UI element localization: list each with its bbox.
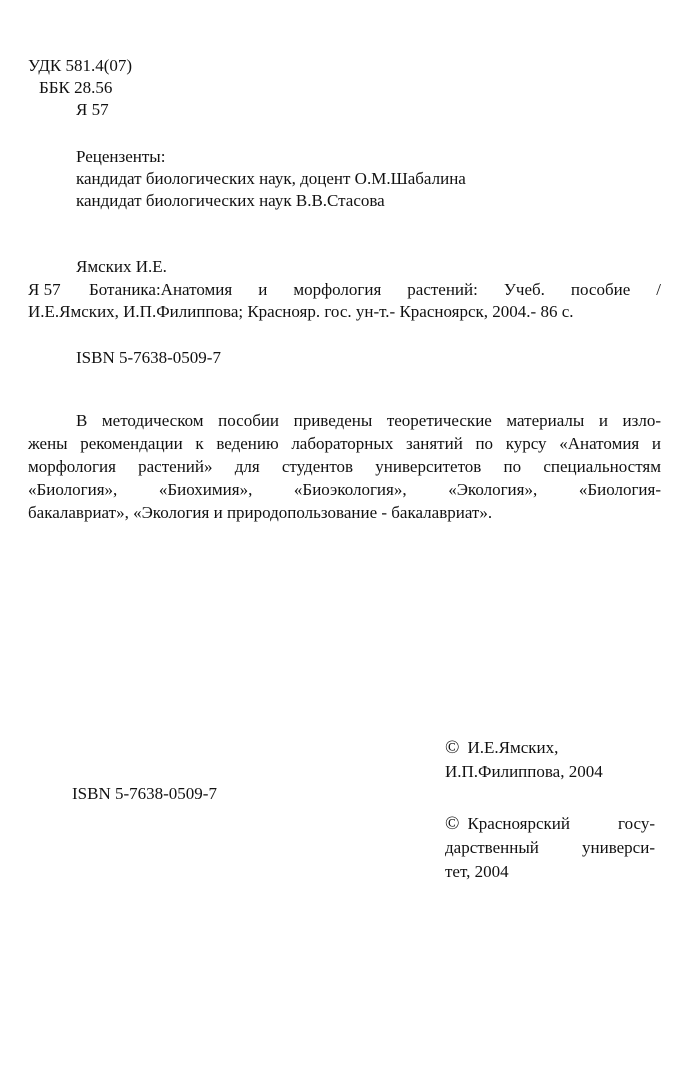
isbn-top: ISBN 5-7638-0509-7 bbox=[76, 348, 221, 367]
reviewers-heading: Рецензенты: bbox=[76, 147, 166, 166]
copyright-authors-line-1 bbox=[445, 738, 558, 758]
abstract-line-4: «Биология», «Биохимия», «Биоэкология», «Экология», «Биология- bbox=[28, 480, 661, 499]
abstract-line-3: морфология растений» для студентов университетов по специальностям bbox=[28, 457, 661, 476]
copyright-university-line-1 bbox=[445, 814, 655, 834]
bbk-code: ББК 28.56 bbox=[39, 78, 113, 97]
copyright-university-line-3: тет, 2004 bbox=[445, 862, 509, 881]
reviewer-2: кандидат биологических наук В.В.Стасова bbox=[76, 191, 385, 210]
author-code: Я 57 bbox=[76, 100, 109, 119]
udk-code: УДК 581.4(07) bbox=[28, 56, 133, 75]
bib-code: Я 57 bbox=[28, 280, 61, 299]
isbn-bottom: ISBN 5-7638-0509-7 bbox=[72, 784, 217, 803]
copyright-university-text: Красноярский госу- bbox=[467, 814, 655, 833]
copyright-icon: © bbox=[445, 737, 460, 758]
reviewer-1: кандидат биологических наук, доцент О.М.Шабалина bbox=[76, 169, 466, 188]
abstract-line-1: В методическом пособии приведены теоретические материалы и изло- bbox=[76, 411, 661, 430]
bib-imprint-line: И.Е.Ямских, И.П.Филиппова; Краснояр. гос. ун-т.- Красноярск, 2004.- 86 с. bbox=[28, 302, 574, 321]
copyright-icon: © bbox=[445, 813, 460, 834]
bib-title-line: Ботаника:Анатомия и морфология растений: Учеб. пособие / bbox=[89, 280, 661, 299]
abstract-line-2: жены рекомендации к ведению лабораторных занятий по курсу «Анатомия и bbox=[28, 434, 661, 453]
abstract-line-5: бакалавриат», «Экология и природопользование - бакалавриат». bbox=[28, 503, 493, 522]
copyright-authors-name: И.Е.Ямских, bbox=[467, 738, 559, 757]
copyright-university-line-2: дарственный универси- bbox=[445, 838, 655, 857]
bib-author: Ямских И.Е. bbox=[76, 257, 167, 276]
copyright-authors-line-2: И.П.Филиппова, 2004 bbox=[445, 762, 603, 781]
